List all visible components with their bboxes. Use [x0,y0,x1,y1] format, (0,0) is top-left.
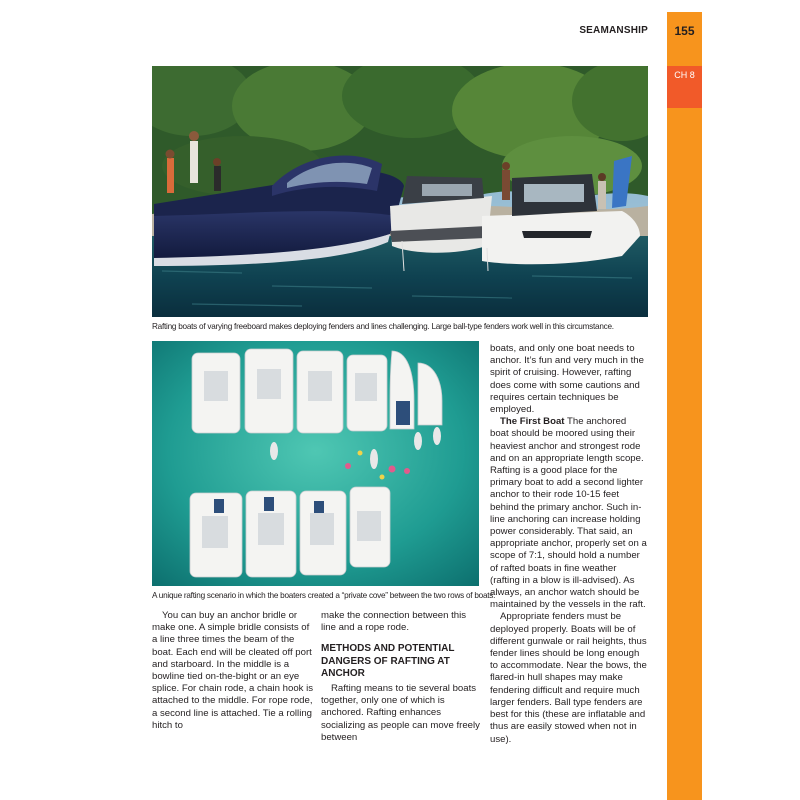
top-photo-caption: Rafting boats of varying freeboard makes deploying fenders and lines challenging. Large ball-type fenders work well in this circumstance. [152,322,614,331]
body-column-1 [152,610,315,732]
rafting-continued-paragraph: boats, and only one boat needs to anchor. It’s fun and very much in the spirit of cruising. However, rafting does come with some cautions and requires certain techniques be employed. [490,343,644,416]
chapter-tab-label: CH 8 [674,70,695,80]
rafting-section-heading: METHODS AND POTENTIAL DANGERS OF RAFTING AT ANCHOR [321,643,455,679]
rafting-intro-paragraph: Rafting means to tie several boats together, only one of which is anchored. Rafting enhances socializing as people can move freely between [321,683,480,743]
bridle-paragraph: You can buy an anchor bridle or make one. A simple bridle consists of a line three times the beam of the boat. Each end will be cleated off port and starboard. In the middle is a bowline tied on-the-bight or an eye splice. For chain rode, a chain hook is attached to the middle. For rope rode, a second line is attached. Tie a rolling hitch to [152,610,314,731]
aerial-rafting-photo [152,341,479,586]
aerial-rafting-illustration [152,341,479,586]
running-head: SEAMANSHIP [579,25,648,36]
body-column-2 [321,610,483,744]
page-number: 155 [674,24,695,38]
chapter-tab [667,66,702,108]
first-boat-runin-heading: The First Boat [500,416,565,428]
body-column-3 [490,343,647,746]
aerial-photo-caption: A unique rafting scenario in which the boaters created a “private cove” between the two rows of boats. [152,591,496,600]
first-boat-paragraph [490,416,647,611]
rafting-boats-illustration [152,66,648,317]
bridle-continued-paragraph: make the connection between this line and a rope rode. [321,610,467,634]
fenders-paragraph: Appropriate fenders must be deployed properly. Boats will be of different gunwale or rail heights, thus fender lines should be long enough to accommodate. Near the bows, the flared-in hull shapes may make fendering difficult and require much larger fenders. Ball type fenders are best for this (these are inflatable and thus are easily stowed when not in use). [490,611,647,745]
rafting-boats-photo [152,66,648,317]
chapter-side-bar [667,12,702,800]
first-boat-text: The anchored boat should be moored using their heaviest anchor and strongest rode and on an appropriate length scope. Rafting is a good place for the primary boat to add a second lighter anchor to their rode 10-15 feet behind the primary anchor. Such in-line anchoring can increase holding power considerably. That said, an appropriate anchor, properly set on a scope of 7:1, should hold a number of rafted boats in fine weather (rafting in a blow is ill-advised). As always, an anchor watch should be maintained by the vessels in the raft. [490,416,647,611]
